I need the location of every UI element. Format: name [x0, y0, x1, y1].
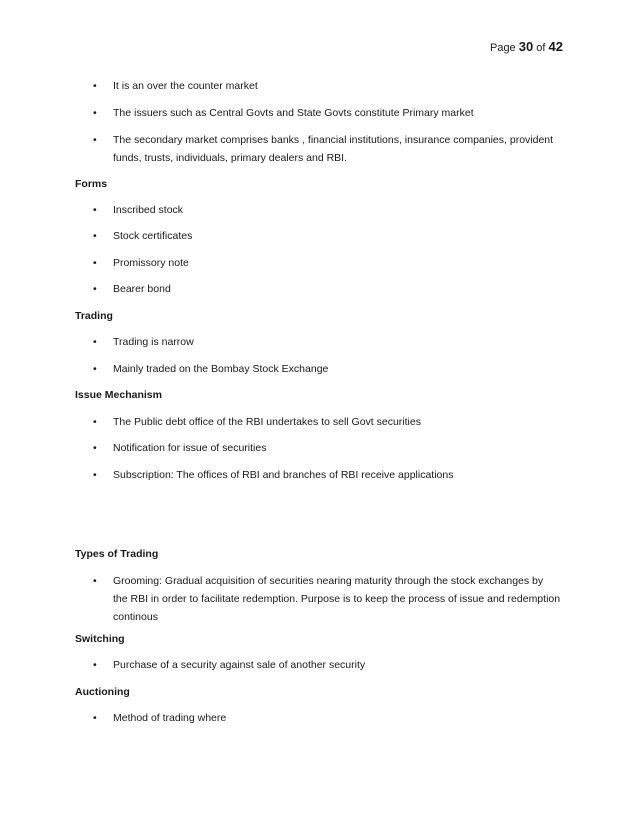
section-heading: Auctioning	[75, 686, 130, 698]
section-heading: Trading	[75, 310, 113, 322]
section-heading: Switching	[75, 633, 125, 645]
section-heading: Forms	[75, 178, 108, 190]
section-heading: Types of Trading	[75, 548, 159, 560]
section-heading: Issue Mechanism	[75, 389, 162, 401]
page-number: Page 30 of 42	[489, 39, 563, 54]
